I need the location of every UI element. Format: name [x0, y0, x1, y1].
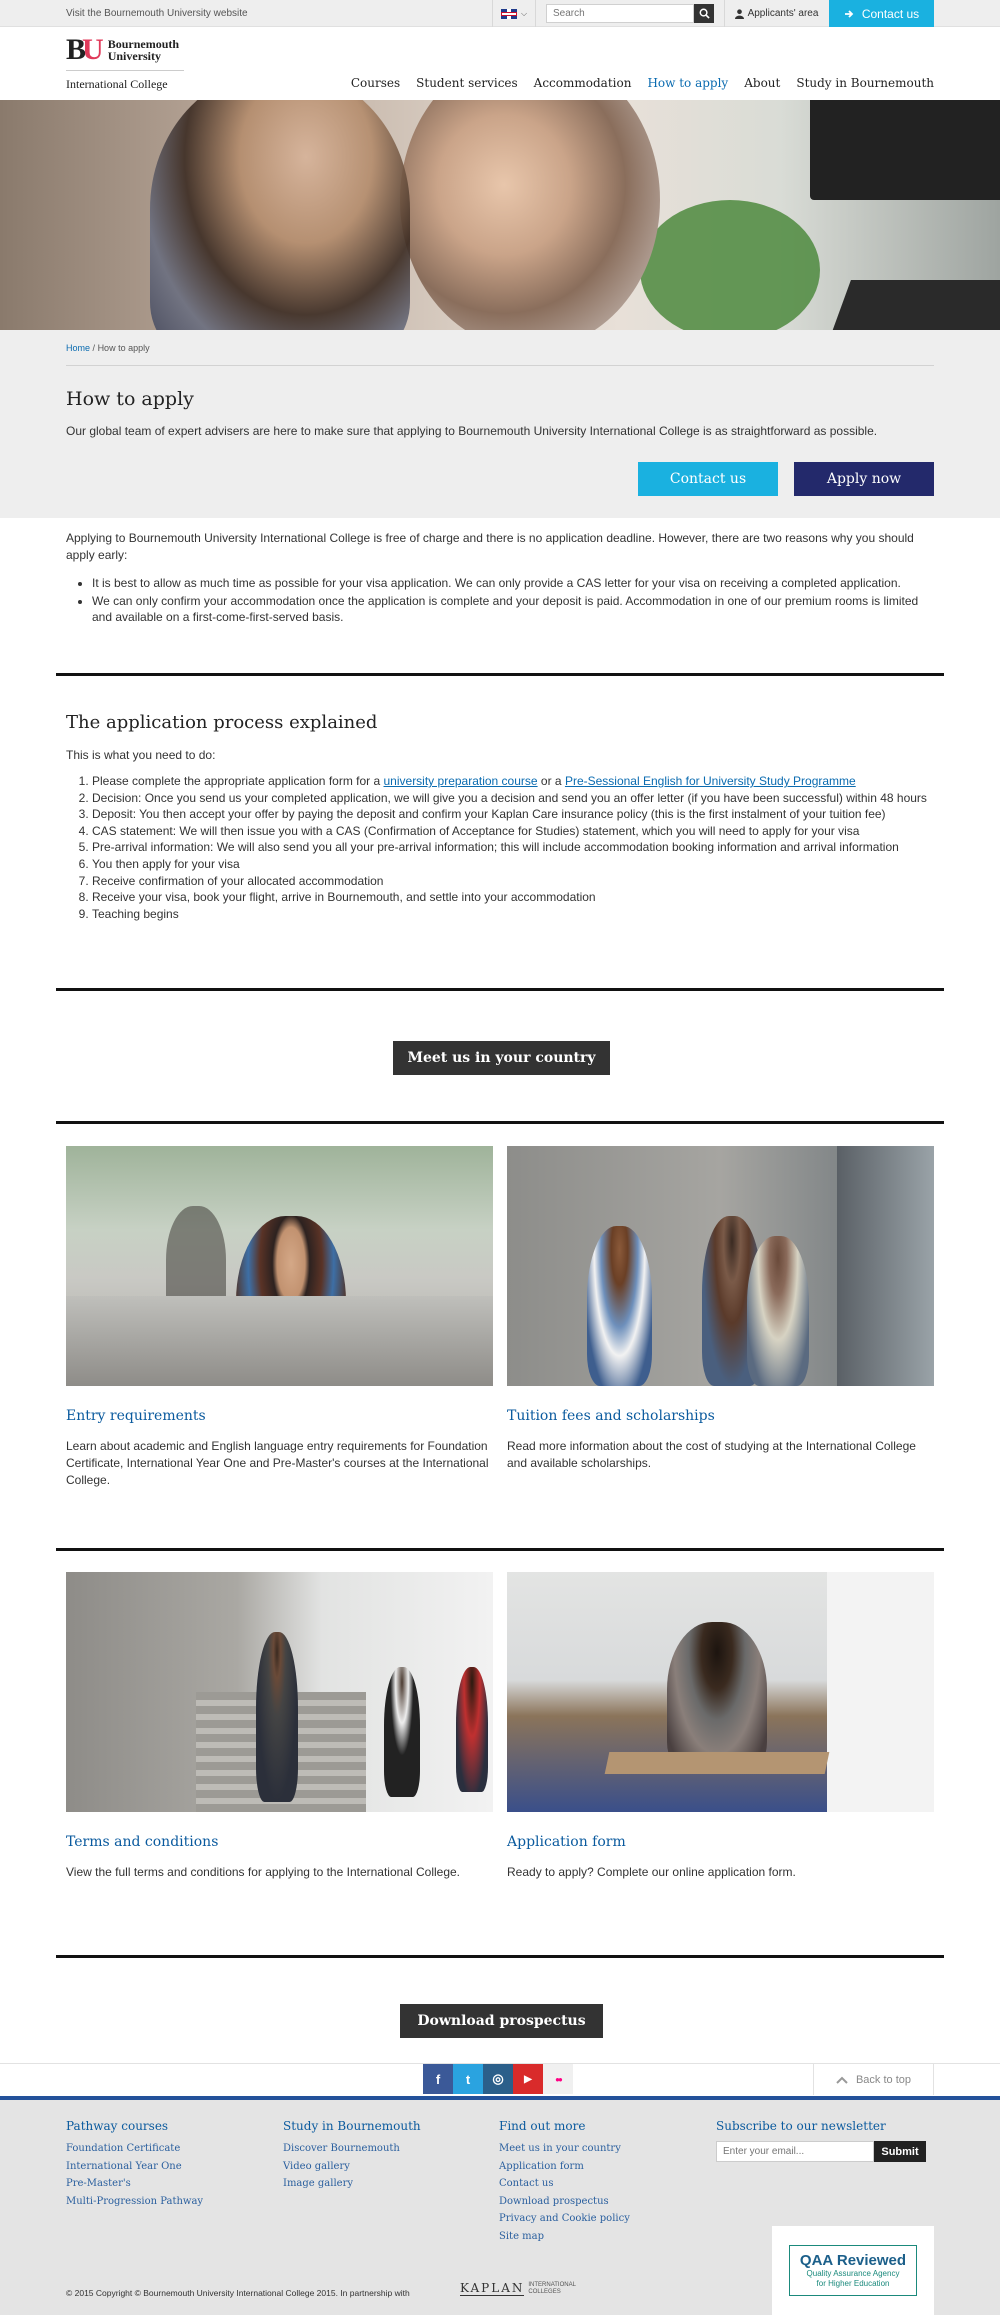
student-figure [384, 1667, 420, 1797]
student-figure [667, 1622, 767, 1772]
section-divider [56, 1548, 944, 1551]
card-title[interactable]: Entry requirements [66, 1408, 206, 1424]
newsletter-submit-button[interactable]: Submit [874, 2141, 926, 2162]
social-links [423, 2064, 573, 2094]
student-figure [587, 1226, 652, 1386]
process-step [92, 773, 934, 790]
process-step: 4. CAS statement: We will then issue you with a CAS (Confirmation of Acceptance for Studies) statement, which you will need to apply for your visa [92, 823, 934, 840]
card-tuition-fees[interactable] [507, 1146, 934, 1472]
logo-line1: Bournemouth [107, 37, 180, 51]
card-terms-and-conditions[interactable] [66, 1572, 493, 1881]
reasons-list [92, 575, 934, 627]
breadcrumb-separator: / [92, 343, 96, 353]
footer-link[interactable]: Download prospectus [499, 2195, 609, 2207]
search-input[interactable] [546, 4, 694, 23]
footer-link[interactable]: Site map [499, 2230, 545, 2242]
section-divider [56, 673, 944, 676]
process-step: 5. Pre-arrival information: We will also send you all your pre-arrival information; this will include accommodation booking information and arrival information [92, 839, 934, 856]
visit-university-link[interactable]: Visit the Bournemouth University website [66, 8, 248, 19]
hero-keyboard [829, 280, 1000, 330]
desk [605, 1752, 830, 1774]
download-prospectus-button[interactable]: Download prospectus [400, 2004, 603, 2038]
footer-newsletter [716, 2119, 886, 2143]
user-icon [735, 9, 744, 19]
contact-us-button[interactable]: Contact us [638, 462, 778, 496]
logo-line2: University [107, 49, 162, 63]
card-image [507, 1146, 934, 1386]
newsletter-heading: Subscribe to our newsletter [716, 2119, 886, 2133]
footer-link[interactable]: Pre-Master's [66, 2178, 131, 2189]
nav-accommodation[interactable]: Accommodation [533, 76, 632, 90]
breadcrumb [66, 343, 150, 353]
copyright-text: © 2015 Copyright © Bournemouth University International College 2015. In partnership with [66, 2288, 410, 2298]
card-title[interactable]: Terms and conditions [66, 1834, 219, 1850]
card-image [507, 1572, 934, 1812]
footer-link[interactable]: International Year One [66, 2160, 182, 2172]
hero-chair [640, 200, 820, 330]
process-steps [92, 773, 934, 922]
section-divider [56, 988, 944, 991]
process-title: The application process explained [66, 712, 378, 733]
footer-link[interactable]: Foundation Certificate [66, 2143, 181, 2154]
hero-person-man [150, 100, 410, 330]
breadcrumb-home[interactable]: Home [66, 343, 91, 353]
footer-link[interactable]: Video gallery [283, 2160, 350, 2172]
language-selector[interactable] [492, 0, 536, 27]
page-title: How to apply [66, 388, 194, 410]
footer-find-out-more [499, 2119, 630, 2248]
card-title[interactable]: Tuition fees and scholarships [507, 1408, 715, 1424]
logo-college: International College [66, 70, 184, 92]
chevron-up-icon [836, 2076, 848, 2084]
university-preparation-link[interactable]: university preparation course [383, 774, 538, 788]
qaa-badge[interactable] [772, 2226, 934, 2315]
site-logo[interactable] [66, 33, 184, 92]
qaa-subtitle1: Quality Assurance Agency [806, 2269, 900, 2278]
qaa-subtitle2: for Higher Education [816, 2279, 890, 2288]
ground [66, 1296, 493, 1386]
kaplan-logo[interactable] [460, 2281, 576, 2296]
breadcrumb-divider [66, 365, 934, 366]
footer-link[interactable]: Image gallery [283, 2178, 353, 2189]
student-figure [456, 1667, 488, 1792]
main-navigation [351, 76, 934, 90]
hero-person-woman [400, 100, 660, 330]
chevron-down-icon: ⌵ [520, 8, 528, 18]
card-application-form[interactable] [507, 1572, 934, 1881]
process-step: 7. Receive confirmation of your allocated accommodation [92, 873, 934, 890]
reason-item: • We can only confirm your accommodation once the application is complete and your deposit is paid. Accommodation in one of our premium rooms is limited and available on a first-come-first-served basis. [92, 593, 934, 625]
card-image [66, 1146, 493, 1386]
footer-study-in-bournemouth [283, 2119, 421, 2196]
section-divider [56, 1121, 944, 1124]
card-image [66, 1572, 493, 1812]
hero-monitor [810, 100, 1000, 200]
footer-link[interactable]: Discover Bournemouth [283, 2143, 400, 2154]
card-text: Read more information about the cost of studying at the International College and available scholarships. [507, 1439, 916, 1470]
top-contact-label: Contact us [861, 6, 920, 21]
kaplan-sub2: COLLEGES [528, 2288, 561, 2295]
twitter-icon[interactable]: t [453, 2064, 483, 2094]
section-divider [56, 1955, 944, 1958]
process-step: 6. You then apply for your visa [92, 856, 934, 873]
student-figure [747, 1236, 809, 1386]
utility-bar [0, 0, 1000, 27]
newsletter-email-input[interactable] [716, 2141, 874, 2162]
facebook-icon[interactable]: f [423, 2064, 453, 2094]
footer-heading: Find out more [499, 2119, 586, 2133]
pre-sessional-english-link[interactable]: Pre-Sessional English for University Study Programme [564, 774, 856, 788]
hero-image [0, 100, 1000, 330]
kaplan-sub1: INTERNATIONAL [528, 2281, 576, 2288]
instagram-icon[interactable]: ◎ [483, 2064, 513, 2094]
logo-u-mark: U [82, 33, 104, 66]
intro-text: Our global team of expert advisers are here to make sure that applying to Bournemouth University International College is as straightforward as possible. [66, 424, 878, 438]
nav-courses[interactable]: Courses [350, 76, 401, 90]
search-icon [699, 8, 710, 19]
nav-student-services[interactable]: Student services [416, 76, 518, 90]
reason-item: • It is best to allow as much time as possible for your visa application. We can only provide a CAS letter for your visa on receiving a completed application. [92, 575, 934, 591]
breadcrumb-current: How to apply [97, 343, 150, 353]
footer-link[interactable]: Application form [499, 2160, 584, 2172]
wall-panel [827, 1572, 934, 1812]
nav-how-to-apply[interactable]: How to apply [647, 76, 729, 90]
footer-link[interactable]: Meet us in your country [499, 2143, 621, 2154]
step1-text-mid: or a [537, 774, 565, 788]
qaa-title: QAA Reviewed [799, 2252, 907, 2269]
youtube-icon[interactable]: ▶ [513, 2064, 543, 2094]
meet-us-button[interactable]: Meet us in your country [393, 1041, 610, 1075]
arrow-right-icon [844, 9, 854, 19]
applicants-area-link[interactable] [724, 0, 828, 27]
card-text: View the full terms and conditions for applying to the International College. [66, 1865, 461, 1879]
search-button[interactable] [694, 4, 714, 23]
card-text: Ready to apply? Complete our online application form. [507, 1865, 796, 1879]
process-step: 8. Receive your visa, book your flight, arrive in Bournemouth, and settle into your accommodation [92, 889, 934, 906]
process-step: 9. Teaching begins [92, 906, 934, 923]
step1-text-pre: Please complete the appropriate application form for a [92, 774, 384, 788]
applicants-label: Applicants' area [747, 8, 819, 19]
uk-flag-icon [501, 9, 517, 19]
card-text: Learn about academic and English language entry requirements for Foundation Certificate, International Year One and Pre-Master's courses at the International College. [66, 1439, 489, 1487]
process-intro: This is what you need to do: [66, 748, 216, 762]
flickr-icon[interactable]: ●● [543, 2064, 573, 2094]
footer-pathway-courses [66, 2119, 203, 2213]
footer-heading: Study in Bournemouth [283, 2119, 421, 2133]
top-contact-button[interactable] [829, 0, 934, 27]
nav-study-in-bournemouth[interactable]: Study in Bournemouth [796, 76, 934, 90]
student-figure [256, 1632, 298, 1802]
nav-about[interactable]: About [744, 76, 781, 90]
footer-link[interactable]: Multi-Progression Pathway [66, 2195, 204, 2207]
logo-b-mark: B [66, 33, 85, 66]
building-window [837, 1146, 934, 1386]
kaplan-wordmark: KAPLAN [460, 2281, 525, 2295]
back-to-top-label: Back to top [855, 2073, 912, 2086]
process-step: 3. Deposit: You then accept your offer by paying the deposit and confirm your Kaplan Care insurance policy (this is the first instalment of your tuition fee) [92, 806, 934, 823]
apply-now-button[interactable]: Apply now [794, 462, 934, 496]
footer-link[interactable]: Contact us [499, 2178, 554, 2189]
free-of-charge-text: Applying to Bournemouth University International College is free of charge and there is no application deadline. However, there are two reasons why you should apply early: [66, 531, 914, 562]
process-step: 2. Decision: Once you send us your completed application, we will give you a decision and send you an offer letter (if you have been successful) within 48 hours [92, 790, 934, 807]
footer-link[interactable]: Privacy and Cookie policy [499, 2213, 630, 2224]
card-entry-requirements[interactable] [66, 1146, 493, 1489]
back-to-top-link[interactable] [813, 2064, 934, 2095]
card-title[interactable]: Application form [507, 1834, 626, 1850]
footer-heading: Pathway courses [66, 2119, 169, 2133]
